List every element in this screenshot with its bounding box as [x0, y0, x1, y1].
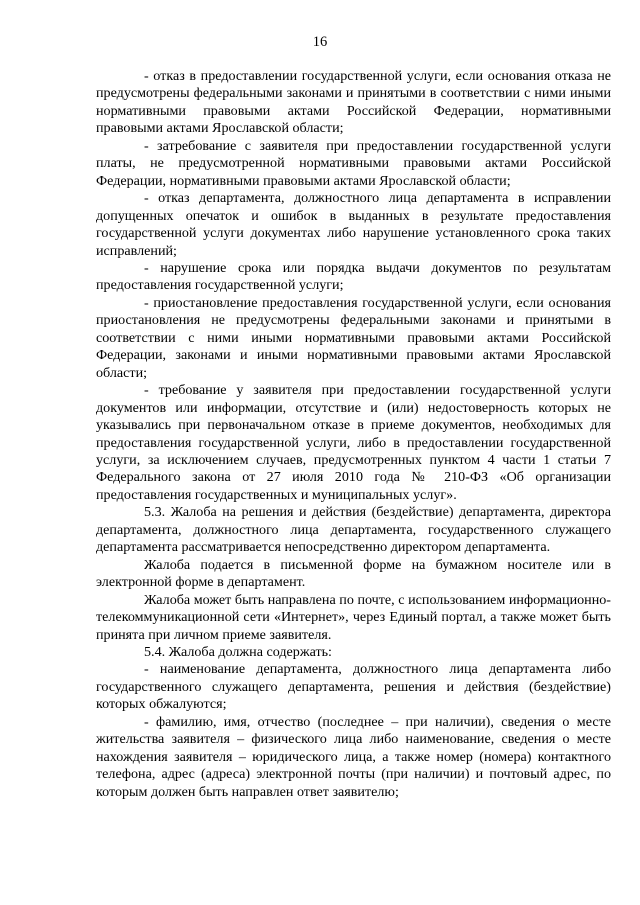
paragraph-content-applicant: - фамилию, имя, отчество (последнее – при наличии), сведения о месте жительства заявителя – физического лица либо наименование, сведения о месте нахождения заявителя – юридического лица, а также номер (номера) контактного телефона, адрес (адреса) электронной почты (при наличии) и почтовый адрес, по которым должен быть направлен ответ заявителю; [96, 713, 611, 800]
paragraph-refusal-of-service: - отказ в предоставлении государственной услуги, если основания отказа не предусмотрены федеральными законами и принятыми в соответствии с ними иными нормативными правовыми актами Российской Федерации, нормативными правовыми актами Ярославской области; [96, 68, 611, 137]
paragraph-complaint-channels: Жалоба может быть направлена по почте, с использованием информационно-телекоммуникационной сети «Интернет», через Единый портал, а также может быть принята при личном приеме заявителя. [96, 591, 611, 643]
paragraph-deadline-violation: - нарушение срока или порядка выдачи документов по результатам предоставления государственной услуги; [96, 259, 611, 294]
page-number: 16 [312, 34, 328, 50]
paragraph-refusal-to-correct: - отказ департамента, должностного лица департамента в исправлении допущенных опечаток и ошибок в выданных в результате предоставления государственной услуги документах либо нарушение установленного срока таких исправлений; [96, 190, 611, 259]
paragraph-documents-demand: - требование у заявителя при предоставлении государственной услуги документов или информации, отсутствие и (или) недостоверность которых не указывались при первоначальном отказе в приеме документов, необходимых для предоставления государственной услуги, либо в предоставлении государственной услуги, за исключением случаев, предусмотренных пунктом 4 части 1 статьи 7 Федерального закона от 27 июля 2010 года № 210-ФЗ «Об организации предоставления государственных и муниципальных услуг». [96, 382, 611, 503]
paragraph-fee-demand: - затребование с заявителя при предоставлении государственной услуги платы, не предусмотренной нормативными правовыми актами Российской Федерации, нормативными правовыми актами Ярославской области; [96, 137, 611, 189]
paragraph-complaint-form: Жалоба подается в письменной форме на бумажном носителе или в электронной форме в департамент. [96, 556, 611, 591]
paragraph-5-4-heading: 5.4. Жалоба должна содержать: [144, 643, 332, 660]
document-body [96, 68, 611, 801]
paragraph-suspension: - приостановление предоставления государственной услуги, если основания приостановления не предусмотрены федеральными законами и принятыми в соответствии с ними иными нормативными правовыми актами Российской Федерации, законами и иными нормативными правовыми актами Ярославской области; [96, 294, 611, 381]
paragraph-5-3-complaint-review: 5.3. Жалоба на решения и действия (бездействие) департамента, директора департамента, должностного лица департамента, государственного служащего департамента рассматривается непосредственно директором департамента. [96, 504, 611, 556]
paragraph-content-department: - наименование департамента, должностного лица департамента либо государственного служащего департамента, решения и действия (бездействие) которых обжалуются; [96, 661, 611, 713]
